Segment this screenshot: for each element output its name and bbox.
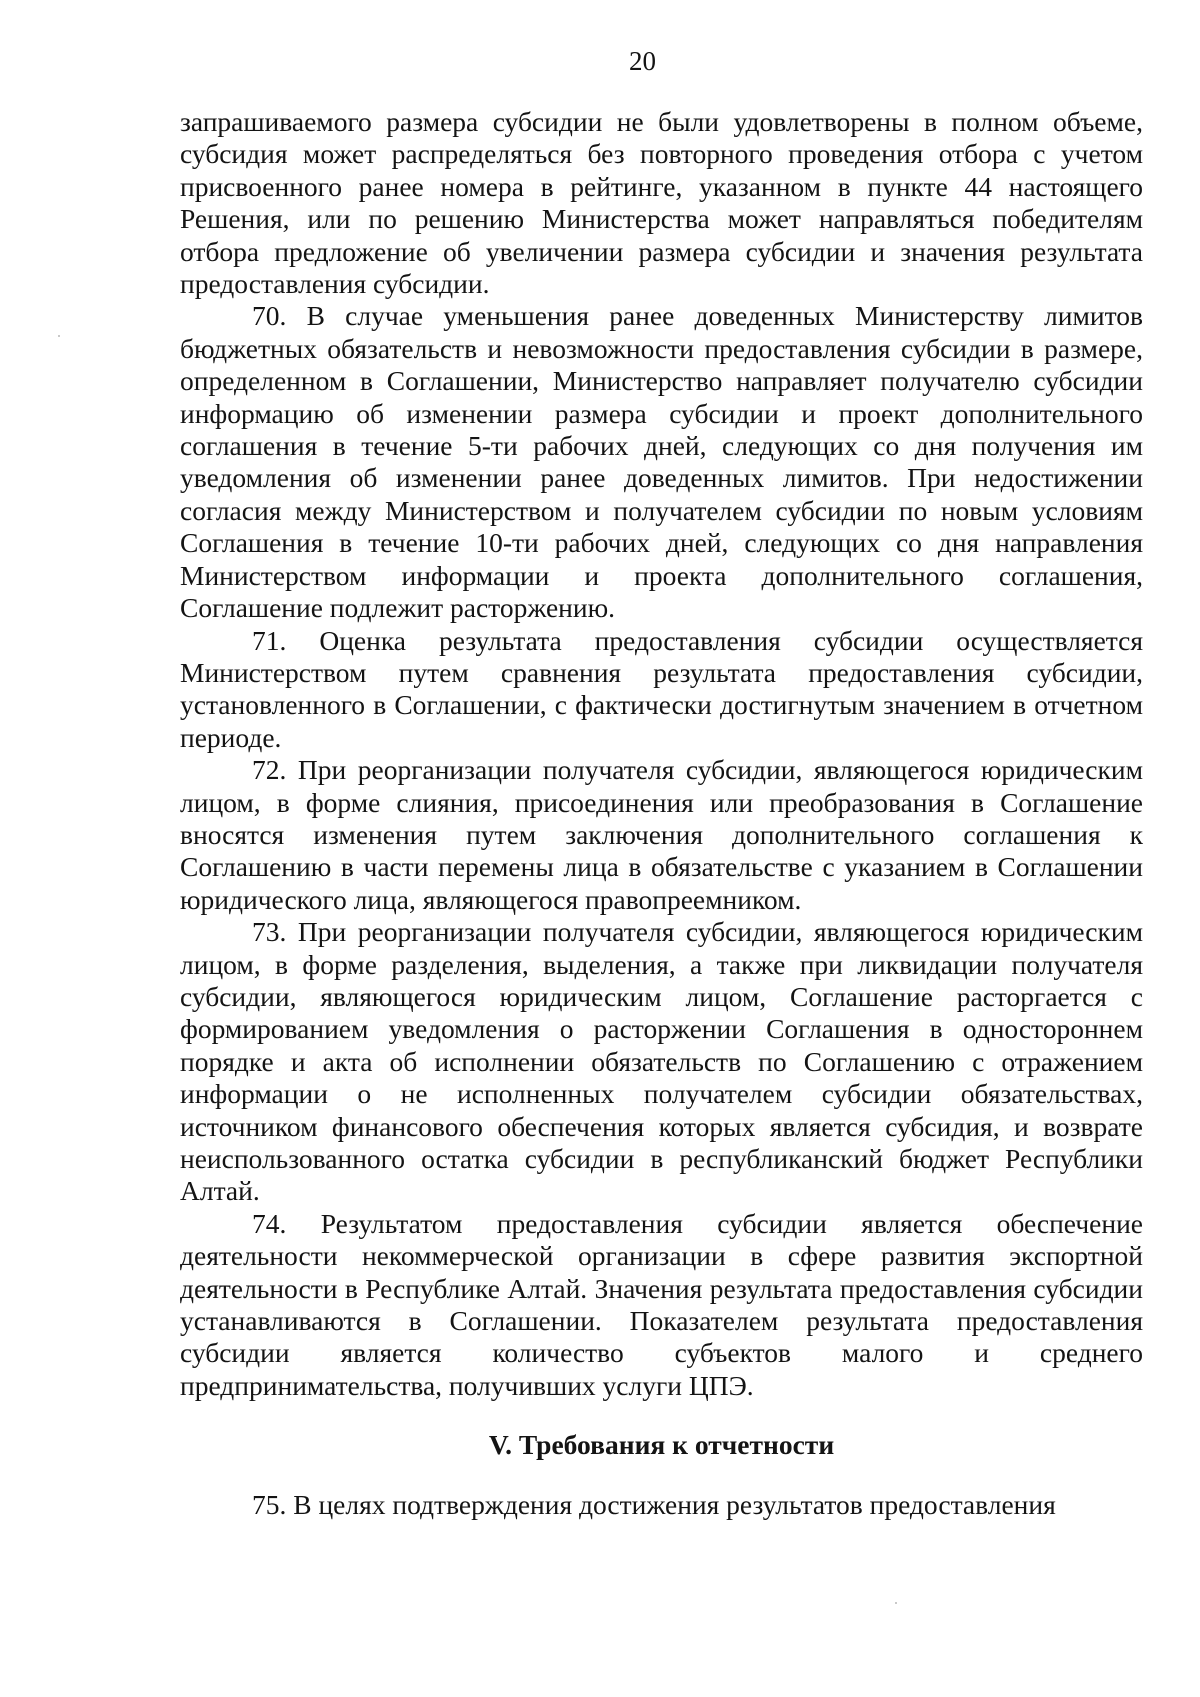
paragraph-continuation: запрашиваемого размера субсидии не были удовлетворены в полном объеме, субсидия может распределяться без повторного проведения отбора с учетом присвоенного ранее номера в рейтинге, указанном в пункте 44 настоящего Решения, или по решению Министерства может направляться победителям отбора предложение об увеличении размера субсидии и значения результата предоставления субсидии. — [180, 106, 1143, 300]
paragraph-70: 70. В случае уменьшения ранее доведенных Министерству лимитов бюджетных обязательств и невозможности предоставления субсидии в размере, определенном в Соглашении, Министерство направляет получателю субсидии информацию об изменении размера субсидии и проект дополнительного соглашения в течение 5-ти рабочих дней, следующих со дня получения им уведомления об изменении ранее доведенных лимитов. При недостижении согласия между Министерством и получателем субсидии по новым условиям Соглашения в течение 10-ти рабочих дней, следующих со дня направления Министерством информации и проекта дополнительного соглашения, Соглашение подлежит расторжению. — [180, 300, 1143, 624]
paragraph-73: 73. При реорганизации получателя субсидии, являющегося юридическим лицом, в форме разделения, выделения, а также при ликвидации получателя субсидии, являющегося юридическим лицом, Соглашение расторгается с формированием уведомления о расторжении Соглашения в одностороннем порядке и акта об исполнении обязательств по Соглашению с отражением информации о не исполненных получателем субсидии обязательствах, источником финансового обеспечения которых является субсидия, и возврате неиспользованного остатка субсидии в республиканский бюджет Республики Алтай. — [180, 916, 1143, 1207]
paragraph-75: 75. В целях подтверждения достижения результатов предоставления — [252, 1488, 1056, 1520]
scan-speck — [58, 335, 60, 337]
paragraph-71: 71. Оценка результата предоставления субсидии осуществляется Министерством путем сравнения результата предоставления субсидии, установленного в Соглашении, с фактически достигнутым значением в отчетном периоде. — [180, 624, 1143, 753]
section-heading: V. Требования к отчетности — [488, 1429, 835, 1461]
document-body — [180, 106, 1143, 1521]
page-number: 20 — [629, 46, 656, 76]
scan-speck — [895, 1602, 897, 1604]
paragraph-74: 74. Результатом предоставления субсидии является обеспечение деятельности некоммерческой организации в сфере развития экспортной деятельности в Республике Алтай. Значения результата предоставления субсидии устанавливаются в Соглашении. Показателем результата предоставления субсидии является количество субъектов малого и среднего предпринимательства, получивших услуги ЦПЭ. — [180, 1207, 1143, 1401]
paragraph-72: 72. При реорганизации получателя субсидии, являющегося юридическим лицом, в форме слияния, присоединения или преобразования в Соглашение вносятся изменения путем заключения дополнительного соглашения к Соглашению в части перемены лица в обязательстве с указанием в Соглашении юридического лица, являющегося правопреемником. — [180, 754, 1143, 915]
